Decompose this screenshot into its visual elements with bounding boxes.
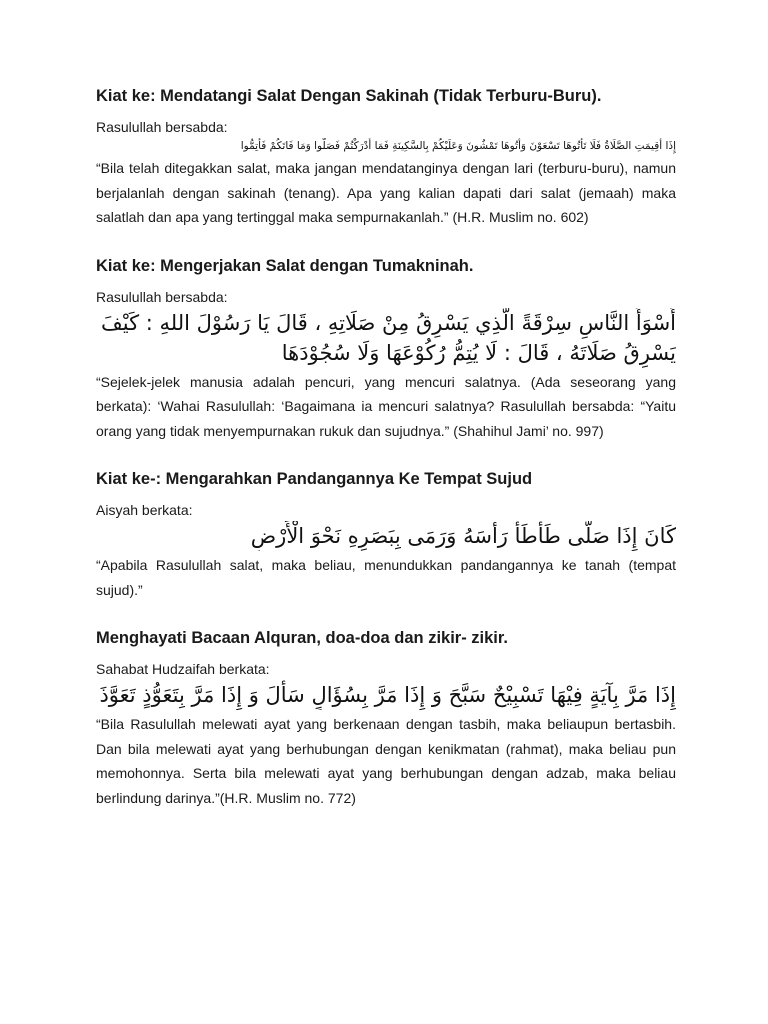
document-page — [96, 86, 676, 836]
section-heading: Kiat ke-: Mengarahkan Pandangannya Ke Tempat Sujud — [96, 470, 533, 488]
section-tumakninah — [96, 256, 676, 444]
arabic-hadith: أَسْوَأُ النَّاسِ سِرْقَةً الَّذِي يَسْرِقُ مِنْ صَلَاتِهِ ، قَالَ يَا رَسُوْلَ اللهِ : كَيْفَ يَسْرِقُ صَلَاتَهُ ، قَالَ : لَا يُتِمُّ رُكُوْعَهَا وَلَا سُجُوْدَهَا — [101, 310, 676, 365]
section-sakinah — [96, 86, 676, 230]
section-intro: Rasulullah bersabda: — [96, 119, 228, 135]
section-menghayati — [96, 628, 676, 810]
section-intro: Rasulullah bersabda: — [96, 288, 228, 305]
hadith-translation: “Bila Rasulullah melewati ayat yang berkenaan dengan tasbih, maka beliaupun bertasbih. Dan bila melewati ayat yang berhubungan dengan kenikmatan (rahmat), maka beliau pun memohonnya. Serta bila melewati ayat yang berhubungan dengan adzab, maka beliau berlindung darinya.”(H.R. Muslim no. 772) — [96, 716, 676, 806]
hadith-translation: “Apabila Rasulullah salat, maka beliau, menundukkan pandangannya ke tanah (tempat sujud).” — [96, 557, 676, 598]
hadith-translation: “Bila telah ditegakkan salat, maka jangan mendatanginya dengan lari (terburu-buru), namun berjalanlah dengan sakinah (tenang). Apa yang kalian dapati dari salat (jemaah) maka salatlah dan apa yang tertinggal maka sempurnakanlah.” (H.R. Muslim no. 602) — [96, 160, 676, 225]
section-heading: Kiat ke: Mendatangi Salat Dengan Sakinah (Tidak Terburu-Buru). — [96, 87, 602, 105]
section-pandangan — [96, 469, 676, 602]
section-heading: Menghayati Bacaan Alquran, doa-doa dan zikir- zikir. — [96, 629, 508, 647]
section-intro: Aisyah berkata: — [96, 502, 193, 518]
arabic-hadith: كَانَ إِذَا صَلَّى طَأْطَأَ رَأْسَهُ وَرَمَى بِبَصَرِهِ نَحْوَ الْأَرْضِ — [250, 524, 676, 548]
arabic-hadith: إِذَا أُقِيمَتِ الصَّلَاةُ فَلَا تَأْتُوهَا تَسْعَوْنَ وَأْتُوهَا تَمْشُونَ وَعَلَيْكُمْ بِالسَّكِينَةِ فَمَا أَدْرَكْتُمْ فَصَلُّوا وَمَا فَاتَكُمْ فَأَتِمُّوا — [240, 140, 676, 152]
section-intro: Sahabat Hudzaifah berkata: — [96, 661, 270, 677]
hadith-translation: “Sejelek-jelek manusia adalah pencuri, yang mencuri salatnya. (Ada seseorang yang berkata): ‘Wahai Rasulullah: ‘Bagaimana ia mencuri salatnya? Rasulullah bersabda: “Yaitu orang yang tidak menyempurnakan rukuk dan sujudnya.” (Shahihul Jami’ no. 997) — [96, 373, 676, 439]
arabic-hadith: إِذَا مَرَّ بِآيَةٍ فِيْهَا تَسْبِيْحٌ سَبَّحَ وَ إِذَا مَرَّ بِسُؤَالٍ سَأَلَ وَ إِذَا مَرَّ بِتَعَوُّذٍ تَعَوَّذَ — [99, 683, 676, 707]
section-heading: Kiat ke: Mengerjakan Salat dengan Tumakninah. — [96, 256, 474, 275]
